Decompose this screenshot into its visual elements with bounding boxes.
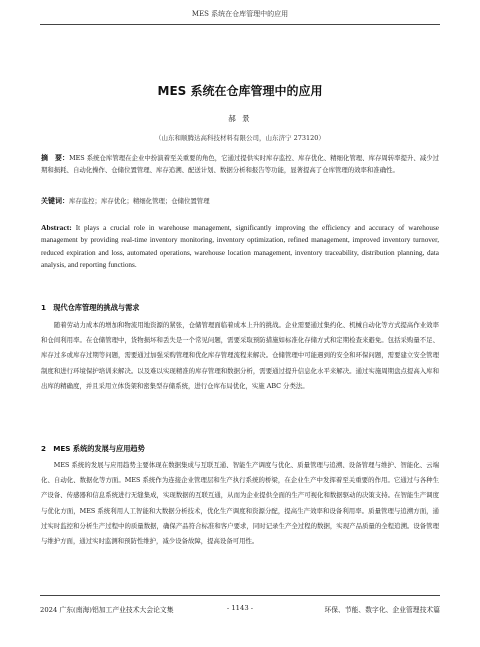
running-head: MES 系统在仓库管理中的应用 (191, 10, 289, 18)
section-1-heading: 1 现代仓库管理的挑战与需求 (41, 303, 140, 312)
keywords-label: 关键词： (41, 197, 69, 205)
abstract-english-text: It plays a crucial role in warehouse management, significantly improving the efficiency and accuracy of warehouse management by providing real-time inventory monitoring, inventory optimization, refined management, improved inventory turnover, reduced expiration and loss, automated operations, warehouse location management, inventory traceability, distribution planning, data analysis, and reporting functions. (41, 224, 439, 270)
page-number: - 1143 - (226, 604, 254, 612)
abstract-english (41, 222, 439, 272)
keywords-text: 库存监控；库存优化；精细化管理；仓储位置管理 (69, 197, 210, 205)
section-1-body: 随着劳动力成本的增加和物流用地资源的紧张，仓储管理面临着成本上升的挑战。企业需要通过集约化、机械自动化等方式提高作业效率和仓间利用率。在仓储管理中，货物损坏和丢失是一个常见问题，需要采取预防措施如标准化存储方式和定期检查来避免。包括采购量不足、库存过多或库存过期等问题，需要通过加强采购管理和优化库存管理流程来解决。仓储管理中可能遇到的安全和环保问题，需要建立安全管理制度和进行环境保护培训来解决。以及难以实现精准的库存管理和数据分析，需要通过提升信息化水平来解决。通过实施周期盘点提高入库和出库的精确度，并且采用立体货架和密集型存储系统，进行仓库布局优化，实施 ABC 分类法。 (41, 321, 439, 390)
footer-proceedings: 2024 广东(南海)铝加工产业技术大会论文集 (40, 606, 174, 614)
author-name: 郝 景 (228, 114, 252, 123)
header-rule (40, 24, 440, 25)
paper-title: MES 系统在仓库管理中的应用 (157, 84, 323, 98)
section-2-body: MES 系统的发展与应用趋势主要体现在数据集成与互联互通、智能生产调度与优化、质量管理与追溯、设备管理与维护、智能化、云端化、自动化、数据化等方面。MES 系统作为连接企业管理层和生产执行系统的桥梁，在企业生产中发挥着至关重要的作用。它通过与各种生产设备、传感器和信息系统进行无缝集成，实现数据的互联互通，从而为企业提供全面的生产可视化和数据驱动的决策支持。在智能生产调度与优化方面，MES 系统利用人工智能和大数据分析技术，优化生产调度和资源分配，提高生产效率和设备利用率。质量管理与追溯方面，通过实时监控和分析生产过程中的质量数据，确保产品符合标准和客户要求，同时记录生产全过程的数据，实现产品质量的全程追溯。设备管理与维护方面，通过实时监测和预防性维护，减少设备故障，提高设备可用性。 (41, 461, 439, 546)
abstract-chinese-label: 摘 要： (41, 154, 70, 162)
footer-section-name: 环保、节能、数字化、企业管理技术篇 (324, 606, 440, 614)
abstract-chinese (41, 153, 439, 176)
section-2-heading: 2 MES 系统的发展与应用趋势 (41, 444, 145, 453)
abstract-chinese-text: MES 系统仓库管理在企业中扮演着至关重要的角色，它通过提供实时库存监控、库存优化、精细化管理、库存周转率提升、减少过期和损耗、自动化操作、仓储位置管理、库存追溯、配送计划、数据分析和报告等功能，显著提高了仓库管理的效率和准确性。 (41, 154, 439, 174)
keywords (41, 196, 439, 207)
abstract-english-label: Abstract: (41, 223, 72, 232)
author-affiliation: （山东和顺腾达高科技材料有限公司，山东济宁 273120） (155, 134, 325, 142)
page-footer (40, 604, 440, 616)
footer-rule (40, 595, 440, 596)
